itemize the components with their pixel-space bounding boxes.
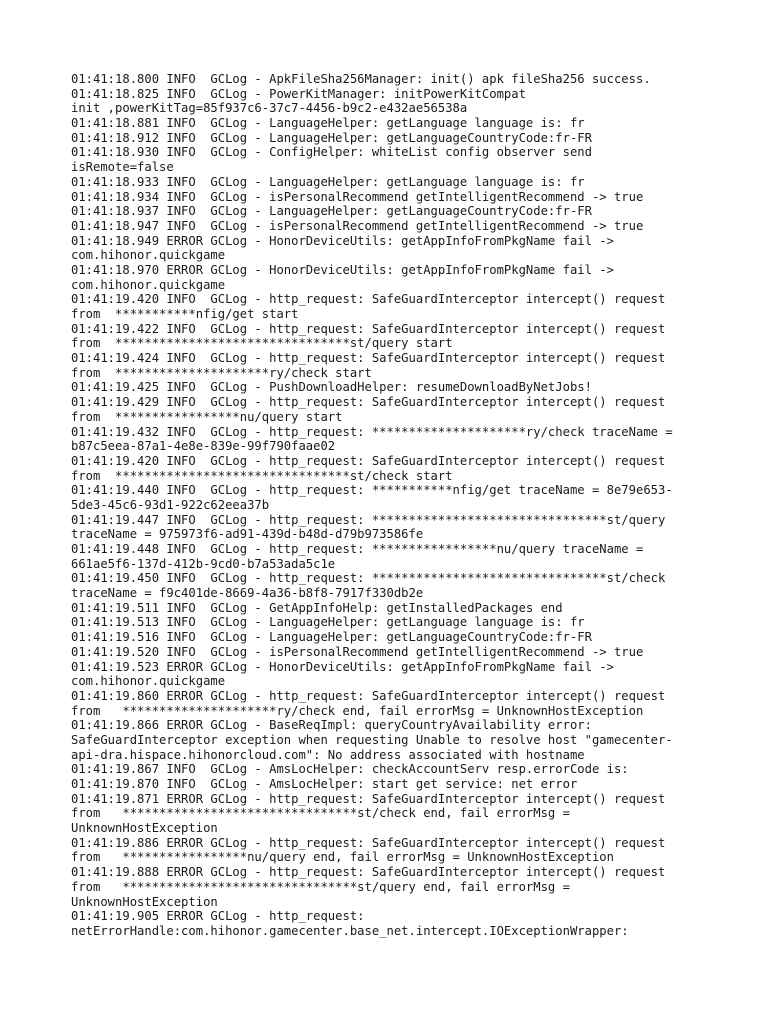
log-line: api-dra.hispace.hihonorcloud.com": No address associated with hostname [71,747,585,762]
log-line: 01:41:19.432 INFO GCLog - http_request: *********************ry/check traceName = [71,424,673,439]
log-line: 01:41:19.429 INFO GCLog - http_request: SafeGuardInterceptor intercept() request [71,395,666,410]
log-line: 01:41:19.425 INFO GCLog - PushDownloadHelper: resumeDownloadByNetJobs! [71,380,592,395]
log-line: SafeGuardInterceptor exception when requesting Unable to resolve host "gamecenter- [71,732,673,747]
log-line: 01:41:18.912 INFO GCLog - LanguageHelper: getLanguageCountryCode:fr-FR [71,130,592,145]
log-line: 01:41:18.937 INFO GCLog - LanguageHelper: getLanguageCountryCode:fr-FR [71,204,592,219]
log-line: UnknownHostException [71,821,218,836]
log-line: from ********************************st/check start [71,468,453,483]
log-line: UnknownHostException [71,894,218,909]
log-line: from *********************ry/check end, fail errorMsg = UnknownHostException [71,703,644,718]
log-line: 01:41:18.933 INFO GCLog - LanguageHelper: getLanguage language is: fr [71,174,585,189]
log-line: 01:41:18.947 INFO GCLog - isPersonalRecommend getIntelligentRecommend -> true [71,218,644,233]
log-line: 01:41:19.511 INFO GCLog - GetAppInfoHelp: getInstalledPackages end [71,600,563,615]
log-line: 01:41:19.448 INFO GCLog - http_request: *****************nu/query traceName = [71,542,644,556]
log-line: 01:41:19.870 INFO GCLog - AmsLocHelper: start get service: net error [71,777,578,791]
log-line: 01:41:19.886 ERROR GCLog - http_request: SafeGuardInterceptor intercept() request [71,835,666,850]
log-line: com.hihonor.quickgame [71,248,226,263]
log-line: init ,powerKitTag=85f937c6-37c7-4456-b9c2-e432ae56538a [71,101,468,116]
log-line: from ********************************st/query end, fail errorMsg = [71,879,570,894]
log-line: traceName = f9c401de-8669-4a36-b8f8-7917f330db2e [71,586,424,601]
log-line: 01:41:18.930 INFO GCLog - ConfigHelper: whiteList config observer send [71,145,592,160]
log-line: com.hihonor.quickgame [71,674,226,689]
log-line: 01:41:18.970 ERROR GCLog - HonorDeviceUtils: getAppInfoFromPkgName fail -> [71,262,614,277]
log-line: 01:41:19.420 INFO GCLog - http_request: SafeGuardInterceptor intercept() request [71,453,666,468]
log-line: 01:41:18.934 INFO GCLog - isPersonalRecommend getIntelligentRecommend -> true [71,189,644,204]
log-line: 01:41:18.800 INFO GCLog - ApkFileSha256Manager: init() apk fileSha256 success. [71,72,651,86]
log-line: 01:41:19.867 INFO GCLog - AmsLocHelper: checkAccountServ resp.errorCode is: [71,762,629,777]
log-line: from ********************************st/query start [71,336,453,351]
log-line: 01:41:19.866 ERROR GCLog - BaseReqImpl: queryCountryAvailability error: [71,718,592,733]
log-line: from *****************nu/query start [71,409,343,424]
log-line: from ********************************st/check end, fail errorMsg = [71,806,570,821]
log-line: 01:41:19.513 INFO GCLog - LanguageHelper: getLanguage language is: fr [71,615,585,630]
log-line: 01:41:19.520 INFO GCLog - isPersonalRecommend getIntelligentRecommend -> true [71,644,644,659]
log-line: 01:41:18.825 INFO GCLog - PowerKitManager: initPowerKitCompat [71,86,526,101]
log-line: isRemote=false [71,160,174,175]
log-text-block [71,72,711,939]
log-line: 01:41:19.422 INFO GCLog - http_request: SafeGuardInterceptor intercept() request [71,321,666,336]
log-line: netErrorHandle:com.hihonor.gamecenter.base_net.intercept.IOExceptionWrapper: [71,923,629,938]
log-line: 01:41:19.860 ERROR GCLog - http_request: SafeGuardInterceptor intercept() request [71,688,666,703]
log-line: traceName = 975973f6-ad91-439d-b48d-d79b973586fe [71,527,424,542]
log-line: b87c5eea-87a1-4e8e-839e-99f790faae02 [71,439,336,454]
log-line: com.hihonor.quickgame [71,277,226,292]
log-line: 01:41:19.440 INFO GCLog - http_request: ***********nfig/get traceName = 8e79e653- [71,483,673,498]
log-line: from *********************ry/check start [71,365,372,380]
log-line: 661ae5f6-137d-412b-9cd0-b7a53ada5c1e [71,556,336,571]
log-line: 01:41:18.949 ERROR GCLog - HonorDeviceUtils: getAppInfoFromPkgName fail -> [71,233,614,248]
log-line: from *****************nu/query end, fail errorMsg = UnknownHostException [71,850,614,865]
log-line: 01:41:19.450 INFO GCLog - http_request: ********************************st/check [71,571,666,586]
log-line: from ***********nfig/get start [71,307,299,321]
log-line: 01:41:18.881 INFO GCLog - LanguageHelper: getLanguage language is: fr [71,116,585,131]
log-line: 01:41:19.447 INFO GCLog - http_request: ********************************st/query [71,512,666,527]
log-line: 01:41:19.871 ERROR GCLog - http_request: SafeGuardInterceptor intercept() request [71,791,666,806]
log-line: 01:41:19.905 ERROR GCLog - http_request: [71,909,365,924]
log-line: 01:41:19.516 INFO GCLog - LanguageHelper: getLanguageCountryCode:fr-FR [71,630,592,645]
log-line: 01:41:19.888 ERROR GCLog - http_request: SafeGuardInterceptor intercept() request [71,865,666,880]
log-line: 5de3-45c6-93d1-922c62eea37b [71,497,270,512]
log-line: 01:41:19.420 INFO GCLog - http_request: SafeGuardInterceptor intercept() request [71,292,666,307]
log-line: 01:41:19.523 ERROR GCLog - HonorDeviceUtils: getAppInfoFromPkgName fail -> [71,659,614,674]
log-line: 01:41:19.424 INFO GCLog - http_request: SafeGuardInterceptor intercept() request [71,351,666,366]
